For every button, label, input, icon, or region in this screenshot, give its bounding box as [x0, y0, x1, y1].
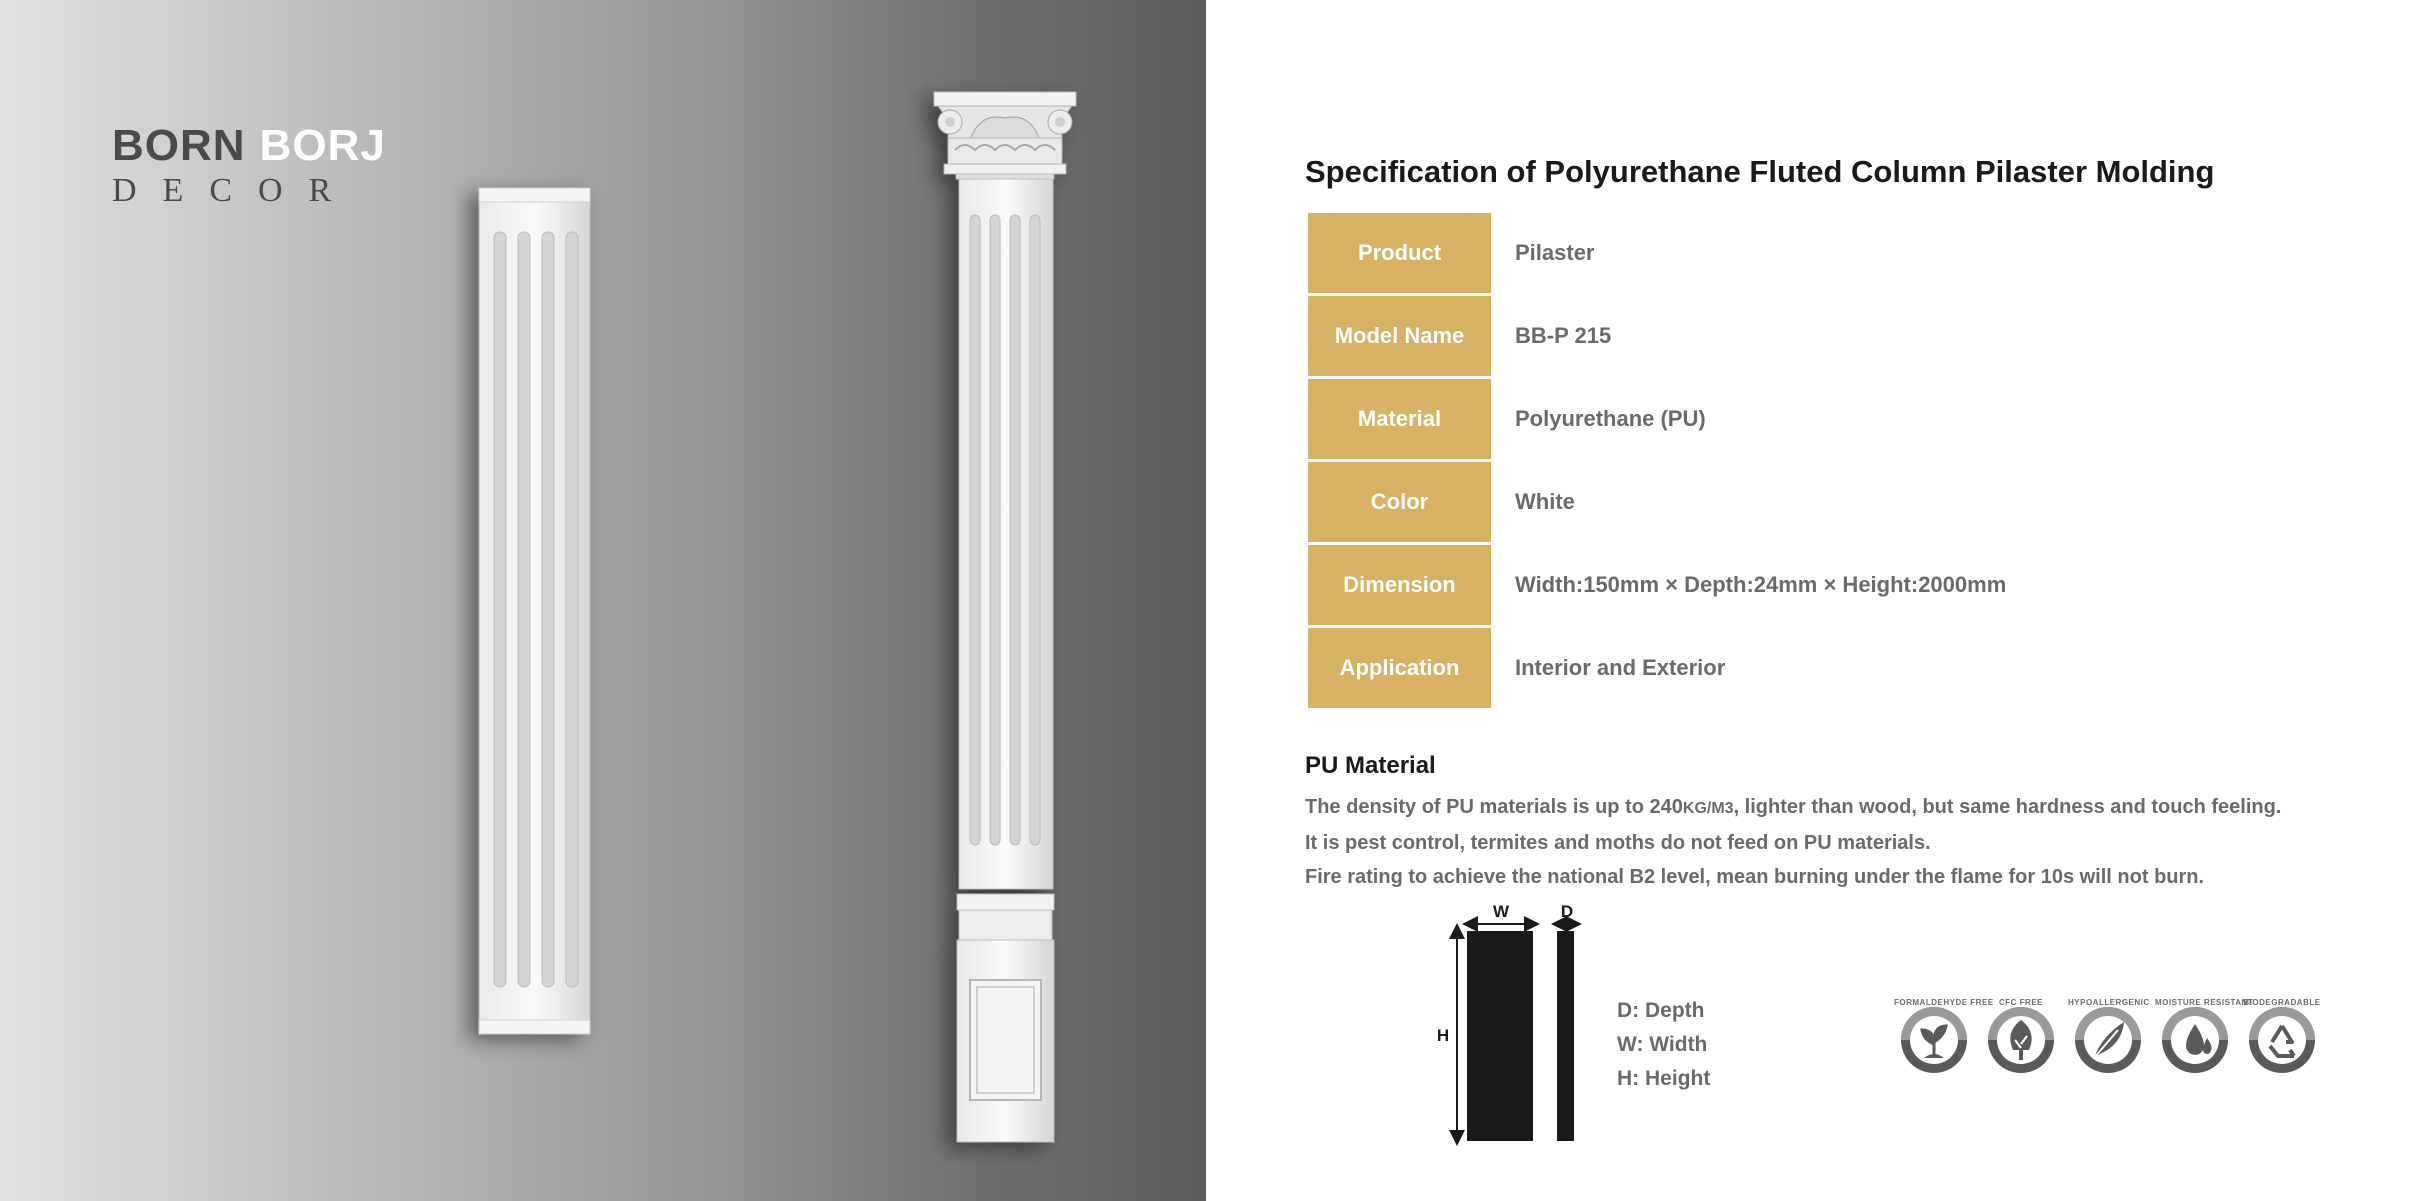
legend-width: W: Width	[1617, 1033, 1708, 1056]
brand-name-part1: BORN	[112, 121, 246, 170]
width-letter: W	[1492, 902, 1510, 921]
pu-material-description	[1305, 790, 2281, 894]
spec-value: Pilaster	[1515, 240, 1595, 265]
spec-row-material	[1308, 379, 2308, 459]
badge-biodegradable	[2242, 1000, 2322, 1080]
badge-label: CFC FREE	[1999, 998, 2043, 1007]
tree-icon	[1981, 1000, 2061, 1080]
spec-row-model-name	[1308, 296, 2308, 376]
badge-moisture-resistant	[2155, 998, 2254, 1080]
badge-formaldehyde-free	[1894, 998, 1994, 1080]
pu-line-1	[1305, 790, 2281, 826]
spec-value: White	[1515, 489, 1575, 514]
spec-label: Color	[1308, 462, 1491, 542]
height-letter: H	[1436, 1026, 1450, 1045]
brand-name-part2: BORJ	[259, 121, 386, 170]
badge-label: BIODEGRADABLE	[2243, 998, 2321, 1007]
pu-line-1-text: The density of PU materials is up to 240	[1305, 796, 1683, 818]
brand-subtitle: DECOR	[112, 172, 358, 209]
spec-row-color	[1308, 462, 2308, 542]
spec-label: Product	[1308, 213, 1491, 293]
spec-label: Model Name	[1308, 296, 1491, 376]
spec-value: Polyurethane (PU)	[1515, 406, 1706, 431]
badge-hypoallergenic	[2068, 1000, 2148, 1080]
pu-line-2: It is pest control, termites and moths do not feed on PU materials.	[1305, 832, 1931, 854]
spec-value: BB-P 215	[1515, 323, 1612, 348]
front-view-block	[1467, 931, 1533, 1141]
fluted-pilaster-front	[479, 188, 590, 1034]
spec-label: Application	[1308, 628, 1491, 708]
fluted-pilaster-with-capital	[934, 92, 1076, 1142]
legend-depth: D: Depth	[1617, 999, 1705, 1022]
dimension-legend	[1617, 994, 1710, 1096]
water-drop-icon	[2155, 998, 2254, 1080]
spec-row-dimension	[1308, 545, 2308, 625]
spec-label: Material	[1308, 379, 1491, 459]
badge-label: FORMALDEHYDE FREE	[1894, 998, 1994, 1007]
feather-icon	[2068, 1000, 2148, 1080]
pilaster-illustration	[0, 0, 1206, 1201]
spec-value: Interior and Exterior	[1515, 655, 1726, 680]
badge-label: MOISTURE RESISTANT	[2155, 998, 2254, 1007]
badge-label: HYPOALLERGENIC	[2068, 998, 2150, 1007]
pu-line-1-text-end: , lighter than wood, but same hardness and touch feeling.	[1733, 796, 2282, 818]
spec-row-product	[1308, 213, 2308, 293]
specification-panel	[1206, 0, 2423, 1201]
recycle-icon	[2242, 1000, 2322, 1080]
spec-table	[1308, 213, 2308, 711]
spec-label: Dimension	[1308, 545, 1491, 625]
density-unit: KG/M3	[1682, 800, 1734, 817]
legend-height: H: Height	[1617, 1067, 1711, 1090]
spec-value: Width:150mm × Depth:24mm × Height:2000mm	[1515, 572, 2007, 597]
pu-line-3: Fire rating to achieve the national B2 level, mean burning under the flame for 10s will not burn.	[1305, 866, 2205, 888]
spec-row-application	[1308, 628, 2308, 708]
plant-icon	[1894, 998, 1994, 1080]
depth-letter: D	[1560, 902, 1574, 921]
side-view-block	[1557, 931, 1574, 1141]
feature-badges	[1894, 1000, 2322, 1080]
pu-material-heading: PU Material	[1305, 752, 1436, 779]
badge-cfc-free	[1981, 1000, 2061, 1080]
product-photo-panel	[0, 0, 1206, 1201]
page-title: Specification of Polyurethane Fluted Column Pilaster Molding	[1305, 154, 2215, 189]
